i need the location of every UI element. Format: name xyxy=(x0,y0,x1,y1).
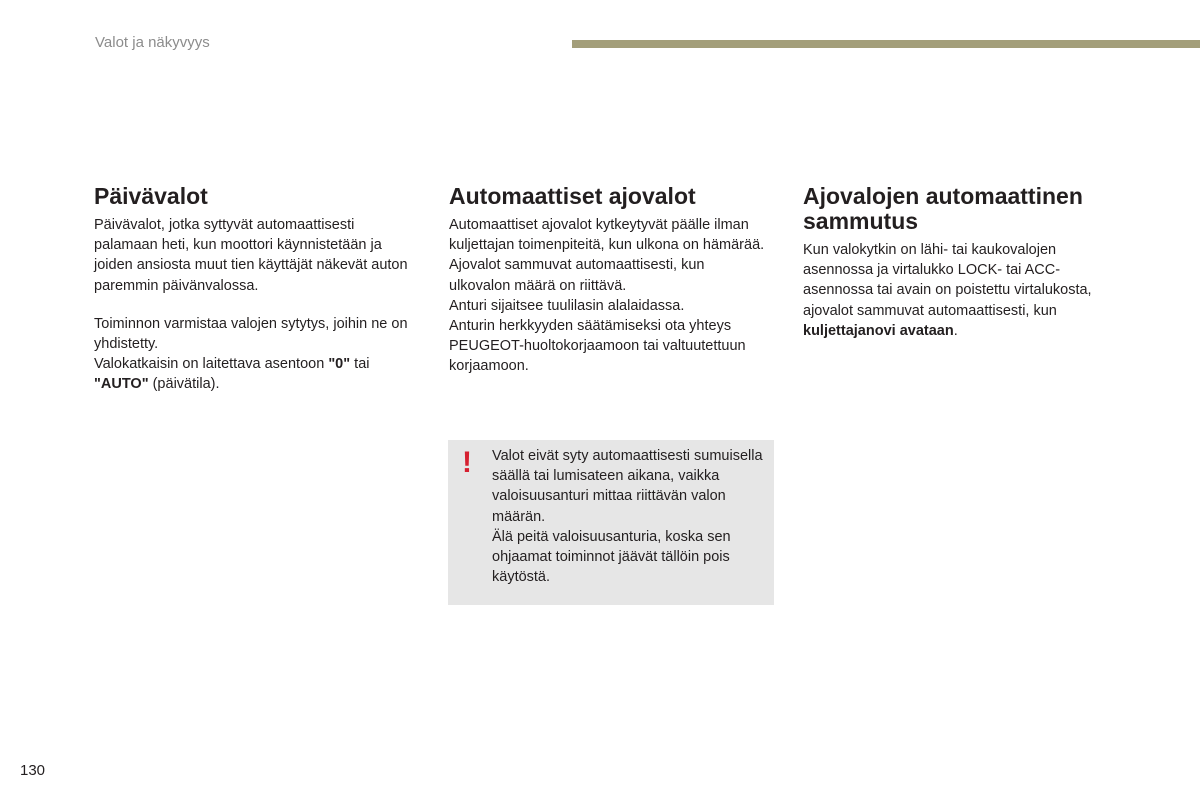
column-auto-off xyxy=(803,184,1123,341)
column-automatic-headlights xyxy=(449,184,769,377)
paragraph: Automaattiset ajovalot kytkeytyvät päälle ilman kuljettajan toimenpiteitä, kun ulkona on hämärää. xyxy=(449,217,765,254)
warning-box xyxy=(448,440,774,605)
bold-text: "AUTO" xyxy=(94,376,149,393)
paragraph: Päivävalot, jotka syttyvät automaattisesti palamaan heti, kun moottori käynnistetään ja joiden ansiosta muut tien käyttäjät näkevät auton paremmin päivänvalossa. xyxy=(94,217,408,294)
column-daytime-lights xyxy=(94,184,414,395)
paragraph: Anturi sijaitsee tuulilasin alalaidassa. xyxy=(449,297,685,314)
text-fragment: Toiminnon varmistaa valojen sytytys, joihin ne on yhdistetty. xyxy=(94,315,408,353)
paragraph: Anturin herkkyyden säätämiseksi ota yhteys PEUGEOT-huoltokorjaamoon tai valtuutettuun korjaamoon. xyxy=(449,318,746,375)
exclamation-icon: ! xyxy=(462,446,472,479)
heading-daytime-lights: Päivävalot xyxy=(94,183,208,209)
warning-text xyxy=(492,446,767,587)
page-number: 130 xyxy=(20,762,46,779)
heading-automatic-headlights: Automaattiset ajovalot xyxy=(449,183,696,209)
paragraph xyxy=(803,240,1123,341)
paragraph: Älä peitä valoisuusanturia, koska sen ohjaamat toiminnot jäävät tällöin pois käytöstä. xyxy=(492,528,731,586)
paragraph: Ajovalot sammuvat automaattisesti, kun ulkovalon määrä on riittävä. xyxy=(449,257,705,294)
bold-text: "0" xyxy=(328,356,351,373)
section-label: Valot ja näkyvyys xyxy=(95,34,210,51)
paragraph: Valot eivät syty automaattisesti sumuisella säällä tai lumisateen aikana, vaikka valoisuusanturi mittaa riittävän valon määrän. xyxy=(492,448,763,525)
header-accent-bar xyxy=(572,40,1200,48)
heading-auto-off: Ajovalojen automaattinen sammutus xyxy=(803,183,1083,234)
text-fragment: Kun valokytkin on lähi- tai kaukovalojen asennossa ja virtalukko LOCK- tai ACC-asennossa tai avain on poistettu virtalukosta, ajovalot sammuvat automaattisesti, kun xyxy=(803,242,1092,319)
paragraph xyxy=(94,314,414,395)
text-fragment: (päivätila). xyxy=(148,376,220,393)
text-fragment: tai xyxy=(350,356,370,373)
bold-text: kuljettajanovi avataan xyxy=(803,322,954,339)
text-fragment: . xyxy=(953,322,958,339)
text-fragment: Valokatkaisin on laitettava asentoon xyxy=(94,356,325,373)
